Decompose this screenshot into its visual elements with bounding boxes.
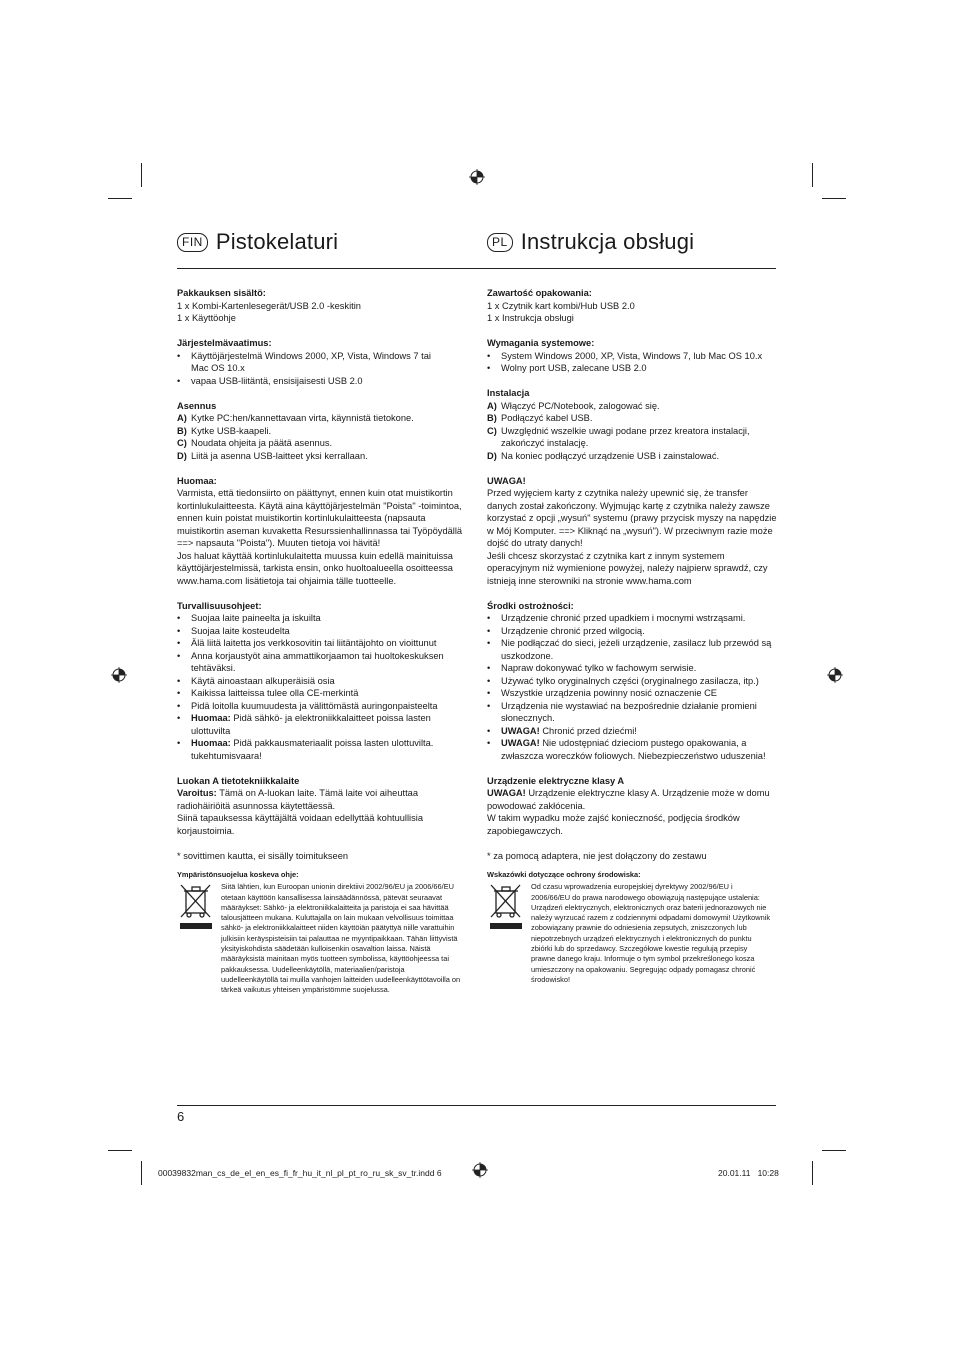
- section-heading: UWAGA!: [487, 475, 526, 486]
- install-step: A) Kytke PC:hen/kannettavaan virta, käynnistä tietokone.: [177, 413, 414, 423]
- section-heading: Järjestelmävaatimus:: [177, 338, 272, 348]
- crop-mark: [822, 1150, 846, 1151]
- list-item: • UWAGA! Nie udostępniać dzieciom pustego opakowania, a zwłaszcza woreczków foliowych. Niebezpieczeństwo uduszenia!: [487, 738, 766, 761]
- paragraph: Varoitus: Tämä on A-luokan laite. Tämä laite voi aiheuttaa radiohäiriöitä asunnossa käytettäessä.: [177, 788, 418, 811]
- list-item: • Huomaa: Pidä sähkö- ja elektroniikkalaitteet poissa lasten ulottuvilta: [177, 713, 431, 736]
- section-heading: Huomaa:: [177, 475, 217, 486]
- fin-title: Pistokelaturi: [215, 229, 339, 254]
- list-item: • System Windows 2000, XP, Vista, Windows 7, lub Mac OS 10.x: [487, 350, 763, 361]
- list-item: • Wszystkie urządzenia powinny nosić oznaczenie CE: [487, 688, 717, 698]
- install-step: B) Podłączyć kabel USB.: [487, 413, 593, 423]
- paragraph: Varmista, että tiedonsiirto on päättynyt, ennen kuin otat muistikortin kortinlukulaitteesta. Käytä aina käyttöjärjestelmän "Poista" -toimintoa, ennen kuin poistat muistikortin kortinlukulaitteesta (napsauta muistikortin aseman kuvaketta Resurssienhallinnassa tai Työpöydällä ==> napsauta "Poista"). Muuten tietoja voi hävitä!: [177, 488, 463, 548]
- list-item: • Urządzenie chronić przed upadkiem i mocnymi wstrząsami.: [487, 613, 746, 623]
- install-step: D) Liitä ja asenna USB-laitteet yksi kerrallaan.: [177, 450, 368, 461]
- install-step: C) Uwzględnić wszelkie uwagi podane przez kreatora instalacji, zakończyć instalację.: [487, 425, 750, 448]
- list-item: • Napraw dokonywać tylko w fachowym serwisie.: [487, 663, 697, 673]
- weee-bin-icon: [487, 882, 525, 930]
- section-heading: Asennus: [177, 400, 217, 411]
- paragraph: UWAGA! Urządzenie elektryczne klasy A. Urządzenie może w domu powodować zakłócenia.: [487, 788, 770, 811]
- list-item: • Suojaa laite paineelta ja iskuilta: [177, 613, 321, 623]
- slug-filename: 00039832man_cs_de_el_en_es_fi_fr_hu_it_nl_pl_pt_ro_ru_sk_sv_tr.indd 6: [158, 1168, 442, 1178]
- page-number: 6: [177, 1109, 185, 1124]
- env-text: Od czasu wprowadzenia europejskiej dyrektywy 2002/96/EU i 2006/66/EU do prawa narodowego obowiązują następujące ustalenia: Urządzeń elektrycznych, elektronicznych oraz baterii jednorazowych nie należy wyrzucać razem z codziennymi odpadami domowymi! Użytkownik zobowiązany prawnie do odniesienia zepsutych, zniszczonych lub niepotrzebnych urządzeń elektrycznych i elektronicznych do punktu zbiórki lub do sprzedawcy. Szczegółowe kwestie regulują przepisy prawne danego kraju. Informuje o tym symbol przekreślonego kosza umieszczony na opakowaniu. Segregując odpady pomagasz chronić środowisko!: [531, 882, 771, 984]
- crop-mark: [812, 1161, 813, 1185]
- list-item: • Älä liitä laitetta jos verkkosovitin tai liitäntäjohto on vioittunut: [177, 638, 437, 648]
- registration-mark-icon: [469, 169, 485, 185]
- environment-note: [487, 870, 777, 985]
- install-step: C) Noudata ohjeita ja päätä asennus.: [177, 438, 333, 448]
- paragraph: Jos haluat käyttää kortinlukulaitetta muussa kuin edellä mainituissa käyttöjärjestelmissä, tarkista ensin, onko huoltoalueella osoitteessa www.hama.com lisätietoja tai ohjaimia tälle tuotteelle.: [177, 550, 453, 586]
- paragraph: Siinä tapauksessa käyttäjältä voidaan edellyttää kohtuullisia korjaustoimia.: [177, 813, 424, 836]
- paragraph: Jeśli chcesz skorzystać z czytnika kart z innym systemem operacyjnym niż wymienione powyżej, należy najpierw sprawdź, czy istnieją inne sterowniki na stronie www.hama.com: [487, 550, 768, 586]
- registration-mark-icon: [111, 667, 127, 683]
- section-heading: Instalacja: [487, 388, 530, 398]
- package-item: 1 x Instrukcja obsługi: [487, 313, 574, 323]
- slug-datetime: [718, 1168, 779, 1178]
- env-text: Siitä lähtien, kun Euroopan unionin direktiivi 2002/96/EU ja 2006/66/EU otetaan käyttöön kansallisessa lainsäädännössä, pätevät seuraavat määräykset: Sähkö- ja elektroniikkalaitteita ja paristoja ei saa hävittää talousjätteen mukana. Kuluttajalla on lain mukaan velvollisuus toimittaa sähkö- ja elektroniikkalaitteet niiden käyttöiän päätyttyä niille varattuihin julkisiin keräyspisteisiin tai palauttaa ne myyntipaikkaan. Tähän liittyvistä yksityiskohdista säädetään kulloisenkin osavaltion laissa. Näistä määräyksistä mainitaan myös tuotteen symbolissa, käyttöohjeessa tai pakkauksessa. Uudelleenkäytöllä, materiaalien/paristoja uudelleenkäytöllä tai muilla vanhojen laitteiden uudelleenkäyttötavoilla on tärkeä vaikutus yhteisen ympäristömme suojelussa.: [221, 882, 461, 995]
- crop-mark: [108, 198, 132, 199]
- language-badge-fin: FIN: [177, 233, 208, 252]
- section-heading: Turvallisuusohjeet:: [177, 600, 262, 611]
- env-heading: Wskazówki dotyczące ochrony środowiska:: [487, 870, 641, 879]
- install-step: D) Na koniec podłączyć urządzenie USB i zainstalować.: [487, 450, 720, 461]
- crop-mark: [141, 1161, 142, 1185]
- list-item: • Nie podłączać do sieci, jeżeli urządzenie, zasilacz lub przewód są uszkodzone.: [487, 638, 772, 661]
- list-item: • Huomaa: Pidä pakkausmateriaalit poissa lasten ulottuvilta. tukehtumisvaara!: [177, 738, 434, 761]
- footer-rule: [177, 1105, 776, 1106]
- paragraph: W takim wypadku może zajść konieczność, podjęcia środków zapobiegawczych.: [487, 813, 740, 836]
- section-heading: Zawartość opakowania:: [487, 288, 592, 298]
- pl-title: Instrukcja obsługi: [520, 229, 695, 254]
- fin-header: [177, 229, 338, 255]
- list-item: • Käytä ainoastaan alkuperäisiä osia: [177, 675, 335, 686]
- list-item: • Suojaa laite kosteudelta: [177, 625, 290, 636]
- list-item: • Używać tylko oryginalnych części (oryginalnego zasilacza, itp.): [487, 675, 759, 686]
- registration-mark-icon: [827, 667, 843, 683]
- list-item: • Wolny port USB, zalecane USB 2.0: [487, 363, 647, 373]
- section-heading: Urządzenie elektryczne klasy A: [487, 775, 625, 786]
- list-item: • Urządzenia nie wystawiać na bezpośrednie działanie promieni słonecznych.: [487, 700, 757, 723]
- pl-column: [487, 287, 777, 985]
- list-item: • Kaikissa laitteissa tulee olla CE-merkintä: [177, 688, 359, 698]
- crop-mark: [822, 198, 846, 199]
- list-item: • Käyttöjärjestelmä Windows 2000, XP, Vista, Windows 7 tai Mac OS 10.x: [177, 350, 431, 373]
- package-item: 1 x Käyttöohje: [177, 313, 236, 323]
- package-item: 1 x Czytnik kart kombi/Hub USB 2.0: [487, 300, 635, 311]
- crop-mark: [108, 1150, 132, 1151]
- list-item: • vapaa USB-liitäntä, ensisijaisesti USB 2.0: [177, 375, 363, 386]
- section-heading: Pakkauksen sisältö:: [177, 288, 266, 298]
- fin-column: [177, 287, 467, 996]
- section-heading: Środki ostrożności:: [487, 600, 574, 611]
- header-rule: [177, 268, 776, 269]
- list-item: • Anna korjaustyöt aina ammattikorjaamon tai huoltokeskuksen tehtäväksi.: [177, 650, 444, 673]
- registration-mark-icon: [472, 1162, 488, 1178]
- footnote: * sovittimen kautta, ei sisälly toimitukseen: [177, 850, 349, 861]
- list-item: • Urządzenie chronić przed wilgocią.: [487, 625, 645, 636]
- section-heading: Luokan A tietotekniikkalaite: [177, 775, 300, 786]
- list-item: • UWAGA! Chronić przed dziećmi!: [487, 725, 637, 736]
- crop-mark: [141, 163, 142, 187]
- crop-mark: [812, 163, 813, 187]
- footnote: * za pomocą adaptera, nie jest dołączony do zestawu: [487, 850, 707, 861]
- env-heading: Ympäristönsuojelua koskeva ohje:: [177, 870, 299, 879]
- install-step: A) Włączyć PC/Notebook, zalogować się.: [487, 400, 660, 411]
- package-item: 1 x Kombi-Kartenlesegerät/USB 2.0 -keskitin: [177, 300, 361, 311]
- paragraph: Przed wyjęciem karty z czytnika należy upewnić się, że transfer danych został zakończony. Wyjmując kartę z czytnika należy zawsze korzystać z opcji „wysuń" systemu (prawy przycisk myszy na napędzie w Mój Komputer. ==> Kliknąć na „wysuń"). W przeciwnym razie może dojść do utraty danych!: [487, 488, 777, 548]
- weee-bin-icon: [177, 882, 215, 930]
- slug-date: 20.01.11: [718, 1168, 751, 1178]
- section-heading: Wymagania systemowe:: [487, 338, 595, 348]
- pl-header: [487, 229, 694, 255]
- language-badge-pl: PL: [487, 233, 513, 252]
- environment-note: [177, 870, 467, 996]
- list-item: • Pidä loitolla kuumuudesta ja välittömästä auringonpaisteelta: [177, 700, 438, 711]
- slug-time: 10:28: [757, 1168, 779, 1178]
- install-step: B) Kytke USB-kaapeli.: [177, 425, 272, 436]
